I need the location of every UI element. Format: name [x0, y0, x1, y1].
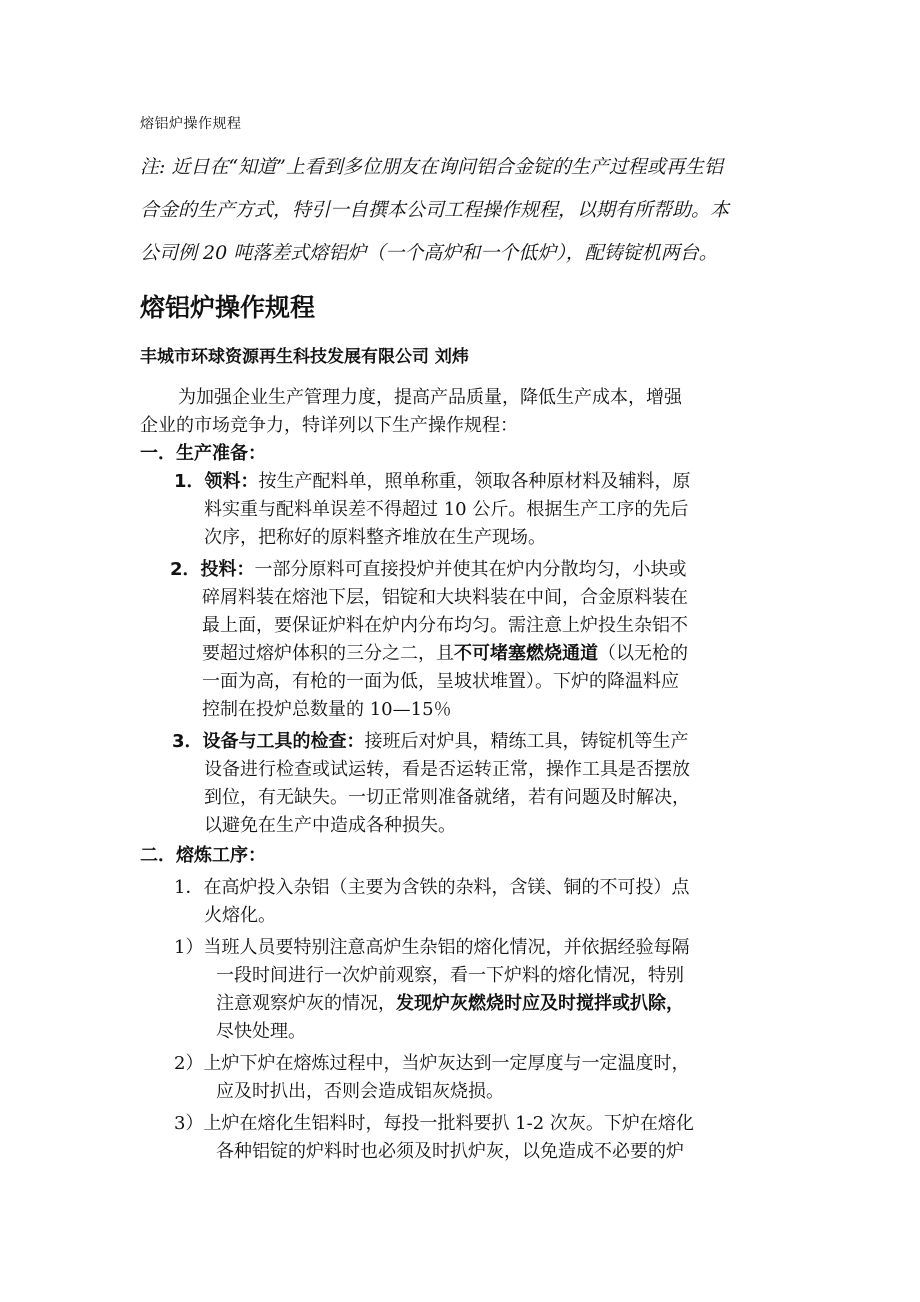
list-item-line: 3）上炉在熔化生铝料时，每投一批料要扒 1-2 次灰。下炉在熔化	[174, 1113, 694, 1134]
item-label: 设备与工具的检查：	[202, 731, 365, 752]
item-number: 1．	[174, 471, 205, 492]
list-item-line: 控制在投炉总数量的 10—15％	[202, 699, 452, 720]
section-heading: 一．生产准备：	[140, 443, 266, 464]
item-text: 按生产配料单，照单称重，领取各种原材料及辅料，原	[258, 471, 691, 492]
item-label: 投料：	[200, 559, 255, 580]
list-item-line	[172, 728, 689, 756]
intro-line: 为加强企业生产管理力度，提高产品质量，降低生产成本，增强	[178, 387, 682, 408]
item-emphasis: 不可堵塞燃烧通道	[454, 643, 598, 664]
list-item-line: 料实重与配料单误差不得超过 10 公斤。根据生产工序的先后	[204, 499, 689, 520]
list-item-line	[174, 468, 691, 496]
item-label: 领料：	[204, 471, 259, 492]
list-item-line: 2）上炉下炉在熔炼过程中，当炉灰达到一定厚度与一定温度时，	[174, 1053, 690, 1074]
list-item-line: 到位，有无缺失。一切正常则准备就绪，若有问题及时解决，	[204, 787, 690, 808]
list-item-line: 以避免在生产中造成各种损失。	[204, 815, 456, 836]
item-text: 要超过熔炉体积的三分之二，且	[202, 643, 454, 664]
item-number: 2．	[170, 559, 201, 580]
list-item-line	[170, 556, 687, 584]
list-item-line: 一面为高，有枪的一面为低，呈坡状堆置）。下炉的降温料应	[202, 671, 679, 692]
section-heading: 二．熔炼工序：	[140, 845, 266, 866]
item-text: （以无枪的	[598, 643, 688, 664]
italic-note	[140, 146, 800, 275]
note-line: 注: 近日在“知道”上看到多位朋友在询问铝合金锭的生产过程或再生铝	[140, 156, 723, 178]
document-header-title: 熔铝炉操作规程	[140, 116, 242, 132]
item-emphasis: 发现炉灰燃烧时应及时搅拌或扒除，	[396, 993, 684, 1014]
list-item-line: 1．在高炉投入杂铝（主要为含铁的杂料，含镁、铜的不可投）点	[174, 877, 690, 898]
list-item-line: 各种铝锭的炉料时也必须及时扒炉灰，以免造成不必要的炉	[216, 1141, 684, 1162]
list-item-line	[202, 640, 688, 668]
list-item-line: 火熔化。	[204, 905, 276, 926]
item-text: 注意观察炉灰的情况，	[216, 993, 396, 1014]
note-line: 公司例 20 吨落差式熔铝炉（一个高炉和一个低炉），配铸锭机两台。	[140, 242, 718, 264]
item-number: 3．	[172, 731, 203, 752]
note-line: 合金的生产方式，特引一自撰本公司工程操作规程，以期有所帮助。本	[140, 199, 730, 221]
list-item-line: 1）当班人员要特别注意高炉生杂铝的熔化情况，并依据经验每隔	[174, 937, 690, 958]
author-line: 丰城市环球资源再生科技发展有限公司 刘炜	[140, 347, 469, 367]
list-item-line: 碎屑料装在熔池下层，铝锭和大块料装在中间，合金原料装在	[202, 587, 688, 608]
list-item-line: 最上面，要保证炉料在炉内分布均匀。需注意上炉投生杂铝不	[202, 615, 688, 636]
list-item-line: 一段时间进行一次炉前观察，看一下炉料的熔化情况，特别	[216, 965, 684, 986]
item-text: 一部分原料可直接投炉并使其在炉内分散均匀，小块或	[254, 559, 687, 580]
list-item-line: 应及时扒出，否则会造成铝灰烧损。	[216, 1081, 504, 1102]
list-item-line: 尽快处理。	[216, 1021, 306, 1042]
list-item-line: 设备进行检查或试运转，看是否运转正常，操作工具是否摆放	[204, 759, 690, 780]
list-item-line	[216, 990, 684, 1018]
document-title: 熔铝炉操作规程	[140, 293, 316, 322]
intro-line: 企业的市场竞争力，特详列以下生产操作规程：	[140, 415, 518, 436]
item-text: 接班后对炉具，精练工具，铸锭机等生产	[364, 731, 689, 752]
list-item-line: 次序，把称好的原料整齐堆放在生产现场。	[204, 527, 546, 548]
